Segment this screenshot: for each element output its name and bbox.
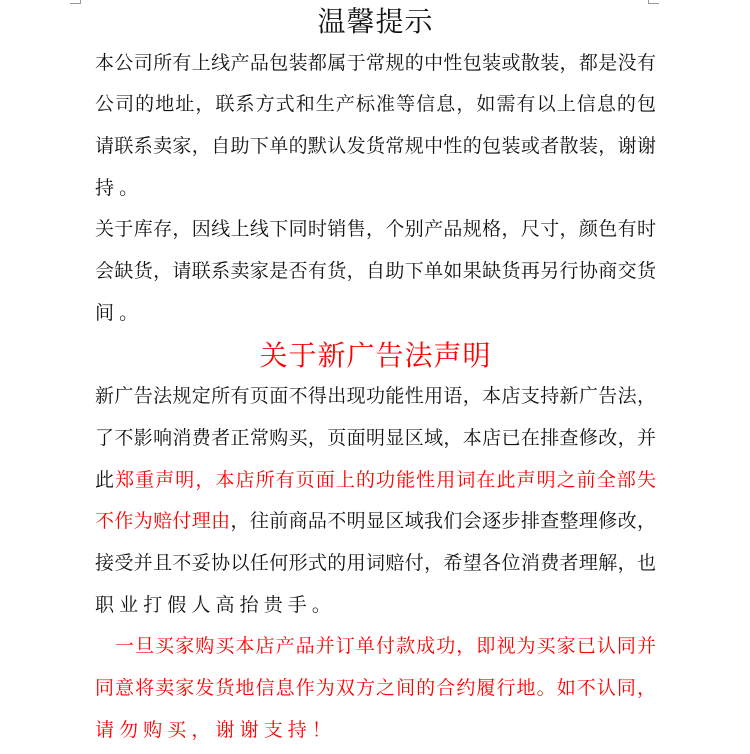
- final-line: 同意将卖家发货地信息作为双方之间的合约履行地。如不认同，: [95, 677, 656, 699]
- final-line: 一旦买家购买本店产品并订单付款成功，即视为买家已认同并: [115, 635, 656, 658]
- statement-highlight: 不作为赔付理由: [95, 510, 231, 533]
- statement-text: ，往前商品不明显区域我们会逐步排查整理修改，: [230, 510, 656, 533]
- notice-line: 关于库存，因线上线下同时销售，个别产品规格，尺寸，颜色有时: [95, 218, 656, 241]
- statement-line: [95, 501, 656, 543]
- document-body: [95, 1, 656, 751]
- notice-line: 公司的地址，联系方式和生产标准等信息，如需有以上信息的包: [95, 93, 656, 116]
- crop-mark-left: [70, 0, 81, 4]
- notice-line: 本公司所有上线产品包装都属于常规的中性包装或散装，都是没有: [95, 51, 656, 74]
- notice-title: 温馨提示: [317, 5, 434, 38]
- statement-line: [95, 460, 656, 502]
- statement-line: 新广告法规定所有页面不得出现功能性用语，本店支持新广告法，: [95, 385, 656, 408]
- notice-line: 会缺货，请联系卖家是否有货，自助下单如果缺货再另行协商交货: [95, 260, 656, 283]
- notice-line: 请联系卖家，自助下单的默认发货常规中性的包装或者散装，谢谢: [95, 135, 656, 158]
- statement-title: 关于新广告法声明: [259, 338, 492, 372]
- statement-line: 职业打假人高抬贵手。: [95, 593, 337, 616]
- statement-line: 了不影响消费者正常购买，页面明显区域，本店已在排查修改，并: [95, 426, 656, 449]
- statement-highlight: 郑重声明，本店所有页面上的功能性用词在此声明之前全部失: [115, 468, 656, 491]
- notice-line: 间。: [95, 301, 144, 324]
- statement-line: 接受并且不妥协以任何形式的用词赔付，希望各位消费者理解，也: [95, 551, 656, 574]
- notice-line: 持。: [95, 176, 144, 199]
- statement-text: 此: [95, 468, 116, 491]
- final-line: 请勿购买，谢谢支持！: [95, 718, 337, 741]
